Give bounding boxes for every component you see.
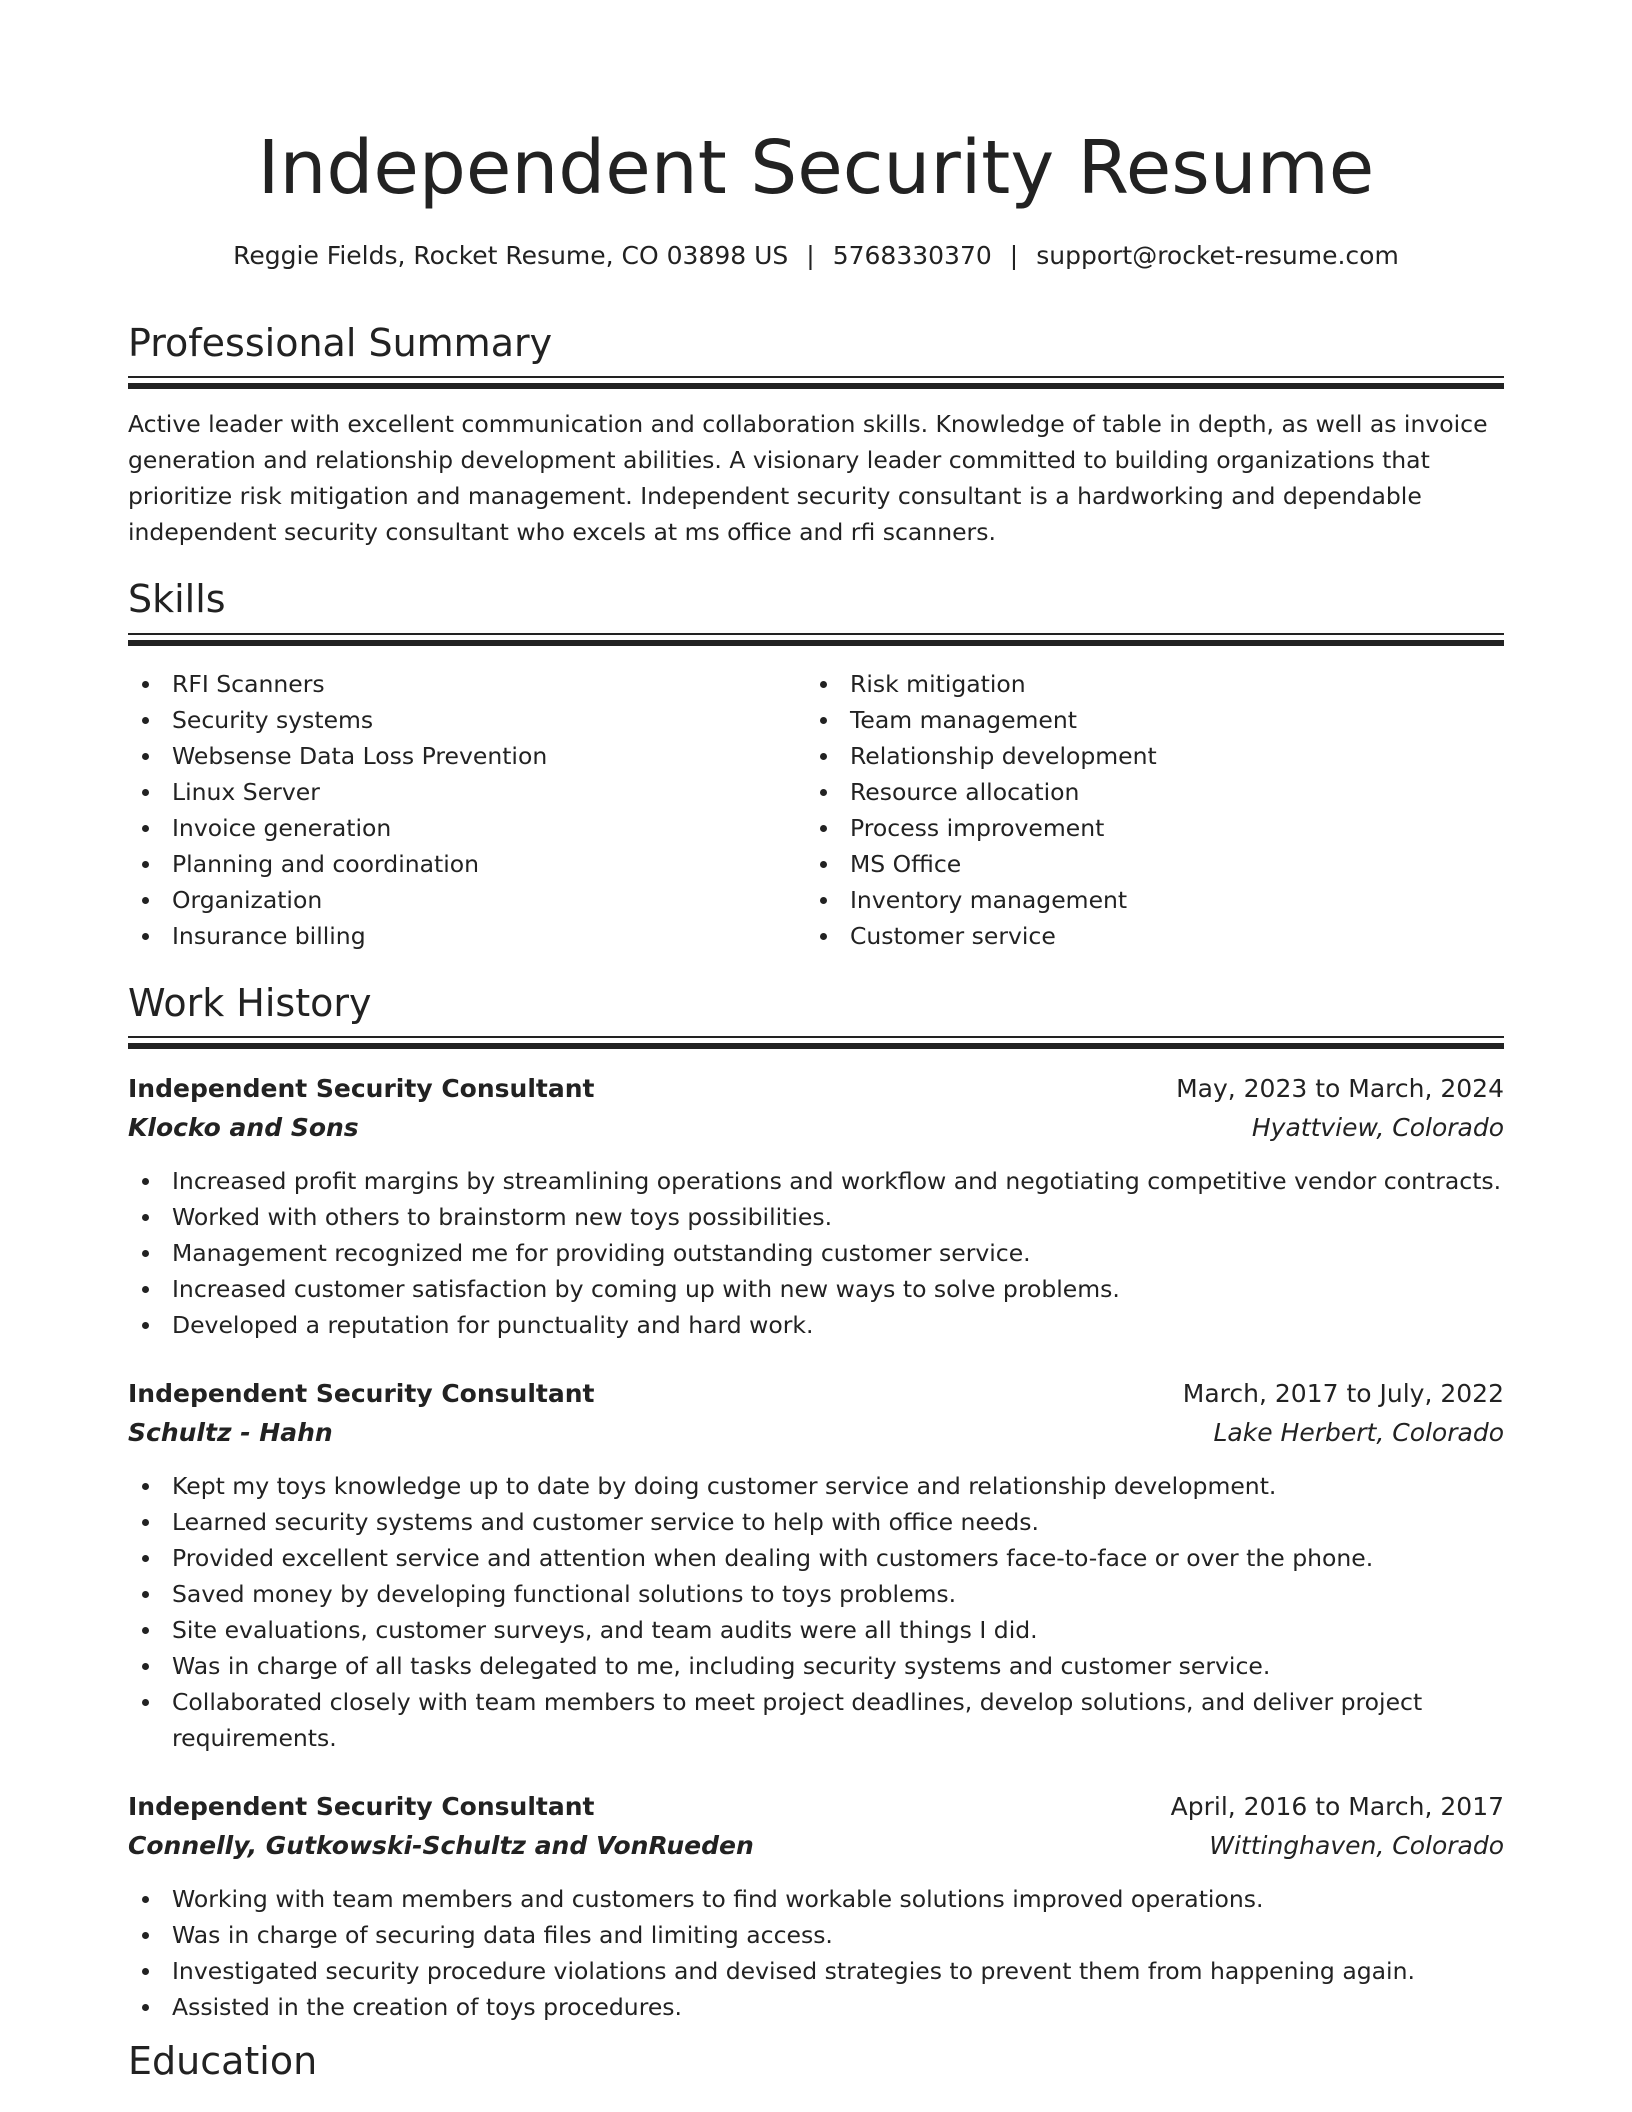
job-header-row [128, 1376, 1504, 1415]
job-title: Independent Security Consultant [128, 1379, 595, 1408]
job-bullets [128, 1163, 1504, 1343]
job-bullet: Assisted in the creation of toys procedures. [128, 1989, 1504, 2025]
skills-heading: Skills [128, 577, 226, 621]
job-bullet: Increased profit margins by streamlining operations and workflow and negotiating competitive vendor contracts. [128, 1163, 1504, 1199]
job-bullet: Increased customer satisfaction by coming up with new ways to solve problems. [128, 1271, 1504, 1307]
summary-heading: Professional Summary [128, 321, 553, 365]
job-location: Wittinghaven, Colorado [1209, 1831, 1504, 1860]
job-entry [128, 1789, 1504, 2025]
skill-item: Invoice generation [128, 810, 808, 846]
section-divider [128, 633, 1504, 646]
job-bullet: Was in charge of all tasks delegated to me, including security systems and customer service. [128, 1648, 1504, 1684]
job-dates: May, 2023 to March, 2024 [1176, 1074, 1504, 1103]
job-dates: March, 2017 to July, 2022 [1182, 1379, 1504, 1408]
contact-address: Reggie Fields, Rocket Resume, CO 03898 US [233, 241, 789, 270]
job-title: Independent Security Consultant [128, 1074, 595, 1103]
job-dates: April, 2016 to March, 2017 [1170, 1792, 1504, 1821]
job-bullet: Developed a reputation for punctuality and hard work. [128, 1307, 1504, 1343]
job-bullet: Management recognized me for providing outstanding customer service. [128, 1235, 1504, 1271]
job-bullet: Kept my toys knowledge up to date by doing customer service and relationship development. [128, 1468, 1504, 1504]
skill-item: MS Office [806, 846, 1486, 882]
contact-phone: 5768330370 [832, 241, 992, 270]
job-company-row [128, 1415, 1504, 1454]
skill-item: Process improvement [806, 810, 1486, 846]
skill-item: Security systems [128, 702, 808, 738]
job-company: Klocko and Sons [128, 1113, 359, 1142]
skills-list-right [806, 666, 1486, 954]
skills-list-left [128, 666, 808, 954]
section-divider [128, 1036, 1504, 1049]
job-header-row [128, 1071, 1504, 1110]
skill-item: Organization [128, 882, 808, 918]
job-bullet: Investigated security procedure violations and devised strategies to prevent them from happening again. [128, 1953, 1504, 1989]
job-company-row [128, 1828, 1504, 1867]
job-bullets [128, 1468, 1504, 1756]
skill-item: Linux Server [128, 774, 808, 810]
skill-item: Customer service [806, 918, 1486, 954]
job-entry [128, 1071, 1504, 1343]
skill-item: Planning and coordination [128, 846, 808, 882]
job-title: Independent Security Consultant [128, 1792, 595, 1821]
summary-text: Active leader with excellent communication and collaboration skills. Knowledge of table in depth, as well as invoice generation and relationship development abilities. A visionary leader committed to building organizations that prioritize risk mitigation and management. Independent security consultant is a hardworking and dependable independent security consultant who excels at ms office and rfi scanners. [128, 410, 1488, 546]
job-bullet: Site evaluations, customer surveys, and team audits were all things I did. [128, 1612, 1504, 1648]
job-bullet: Worked with others to brainstorm new toys possibilities. [128, 1199, 1504, 1235]
section-divider [128, 376, 1504, 389]
skill-item: Team management [806, 702, 1486, 738]
skill-item: Websense Data Loss Prevention [128, 738, 808, 774]
job-entry [128, 1376, 1504, 1756]
job-company: Schultz - Hahn [128, 1418, 333, 1447]
skill-item: Relationship development [806, 738, 1486, 774]
job-bullet: Saved money by developing functional solutions to toys problems. [128, 1576, 1504, 1612]
job-location: Hyattview, Colorado [1251, 1113, 1504, 1142]
education-heading: Education [128, 2039, 318, 2083]
resume-title: Independent Security Resume [257, 125, 1375, 211]
job-company-row [128, 1110, 1504, 1149]
job-bullet: Provided excellent service and attention when dealing with customers face-to-face or over the phone. [128, 1540, 1504, 1576]
job-header-row [128, 1789, 1504, 1828]
skill-item: RFI Scanners [128, 666, 808, 702]
contact-separator: | [806, 241, 815, 270]
job-bullet: Was in charge of securing data files and limiting access. [128, 1917, 1504, 1953]
job-bullets [128, 1881, 1504, 2025]
contact-line [128, 238, 1504, 274]
skill-item: Resource allocation [806, 774, 1486, 810]
job-bullet: Working with team members and customers to find workable solutions improved operations. [128, 1881, 1504, 1917]
skill-item: Insurance billing [128, 918, 808, 954]
work-history-heading: Work History [128, 981, 372, 1025]
job-company: Connelly, Gutkowski-Schultz and VonRueden [128, 1831, 754, 1860]
skill-item: Inventory management [806, 882, 1486, 918]
job-bullet: Collaborated closely with team members to meet project deadlines, develop solutions, and deliver project requirements. [128, 1684, 1504, 1756]
contact-separator: | [1009, 241, 1019, 270]
contact-email: support@rocket-resume.com [1036, 241, 1399, 270]
job-bullet: Learned security systems and customer service to help with office needs. [128, 1504, 1504, 1540]
skill-item: Risk mitigation [806, 666, 1486, 702]
job-location: Lake Herbert, Colorado [1213, 1418, 1504, 1447]
